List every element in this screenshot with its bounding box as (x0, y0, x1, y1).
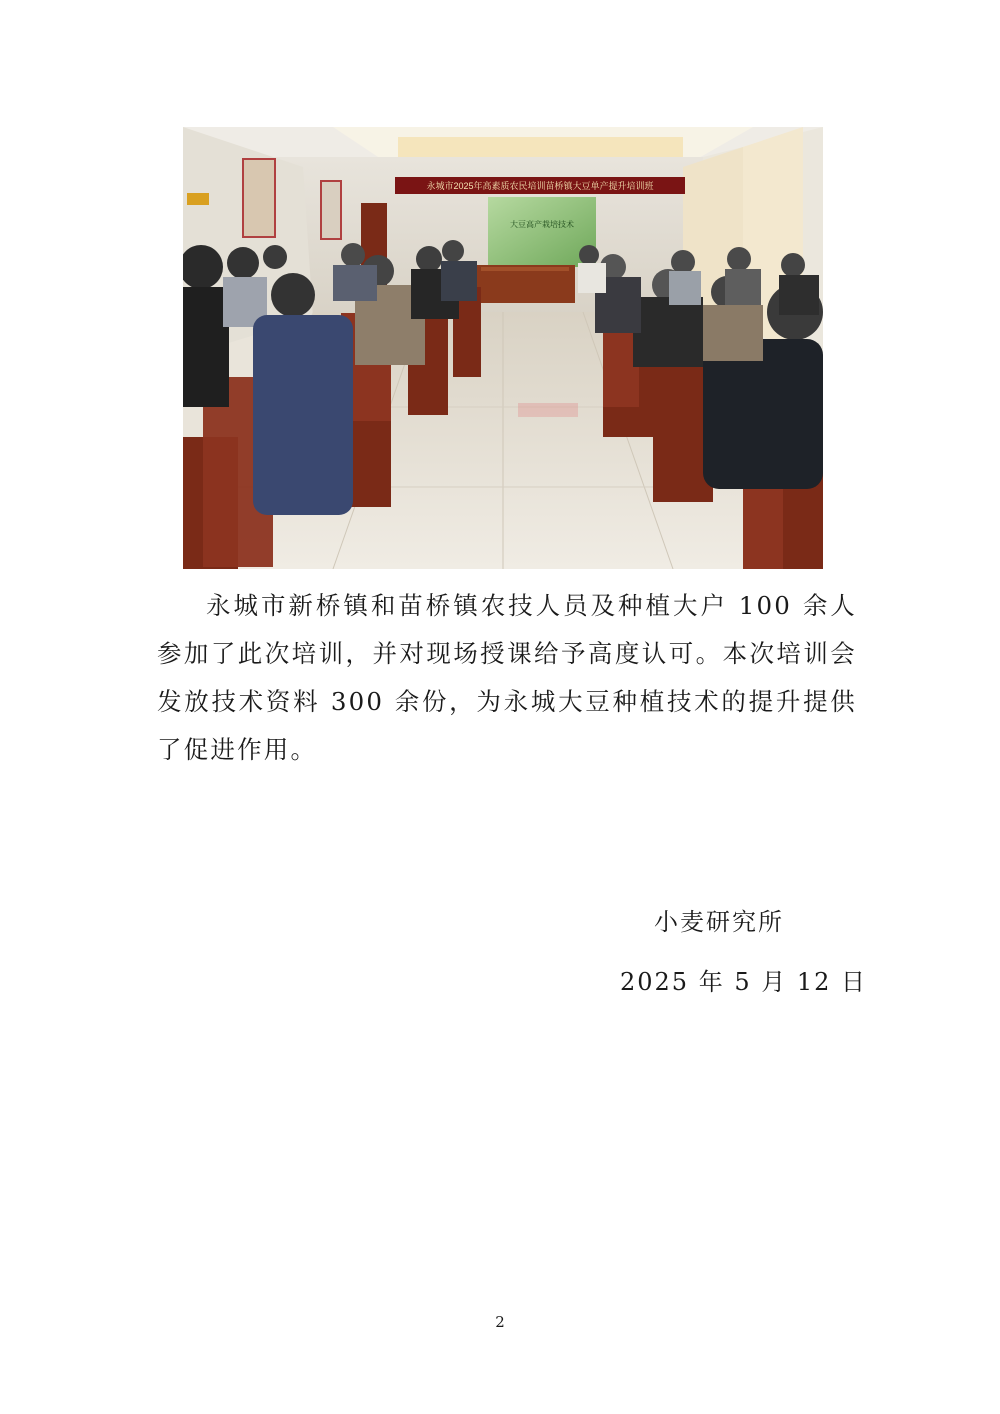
signature-organization: 小麦研究所 (654, 908, 784, 936)
body-paragraph: 永城市新桥镇和苗桥镇农技人员及种植大户 100 余人参加了此次培训，并对现场授课给予高度认可。本次培训会发放技术资料 300 余份，为永城大豆种植技术的提升提供了促进作用。 (157, 591, 857, 764)
signature-date: 2025 年 5 月 12 日 (620, 968, 868, 996)
banner-text: 永城市2025年高素质农民培训苗桥镇大豆单产提升培训班 (426, 181, 654, 191)
training-photo (183, 127, 823, 569)
page-number: 2 (495, 1313, 505, 1331)
screen-text: 大豆高产栽培技术 (510, 220, 574, 229)
classroom-scene (183, 127, 823, 569)
